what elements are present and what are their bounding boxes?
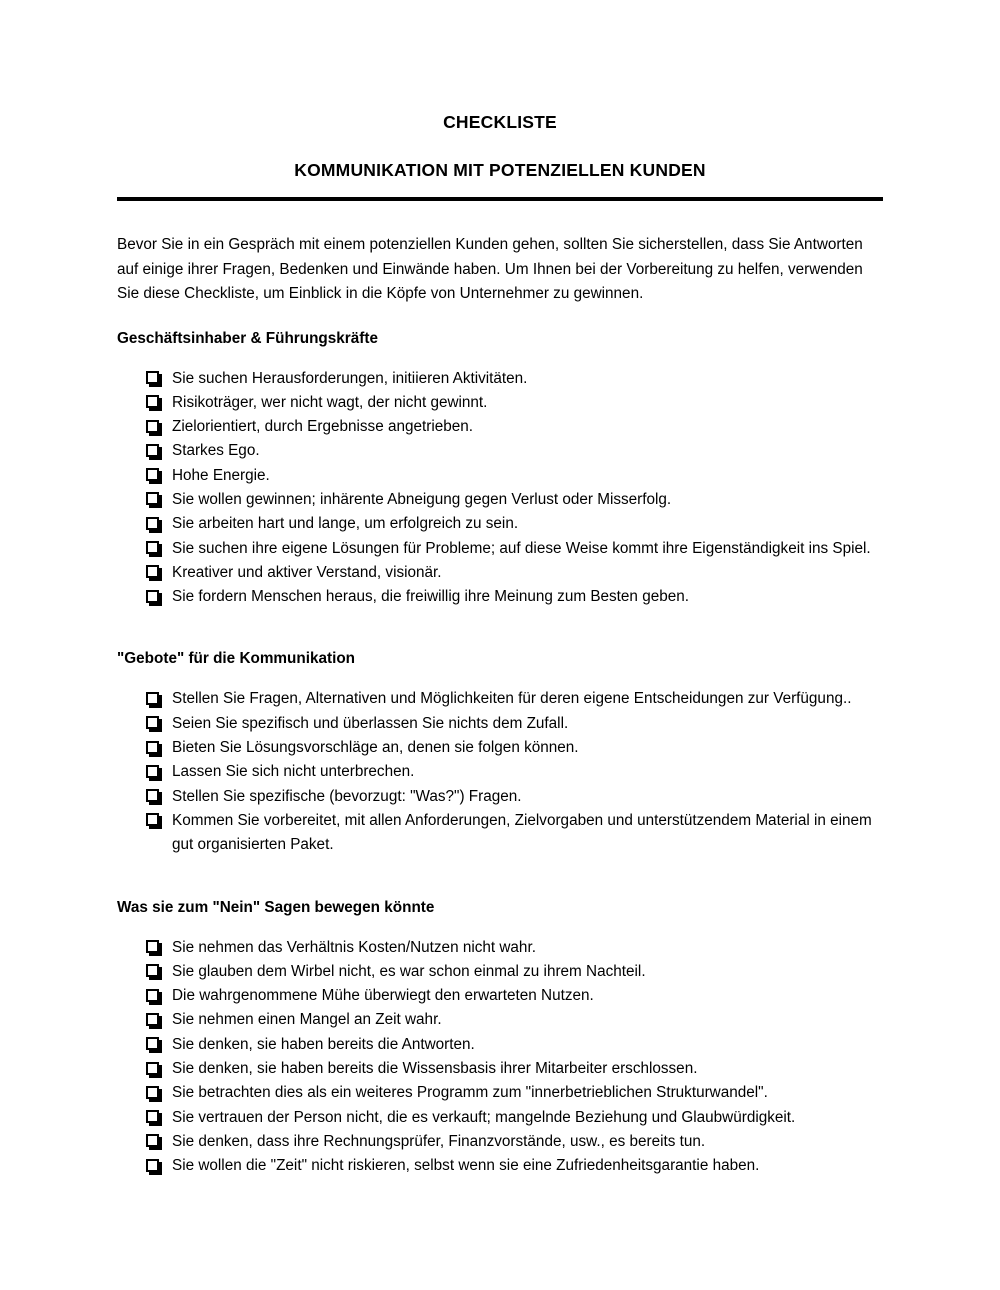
checklist-item-label: Sie arbeiten hart und lange, um erfolgreich zu sein. <box>172 515 519 533</box>
checklist-item-label: Sie wollen die "Zeit" nicht riskieren, selbst wenn sie eine Zufriedenheitsgarantie haben. <box>172 1157 760 1175</box>
checklist-item-label: Kreativer und aktiver Verstand, visionär. <box>172 563 442 581</box>
checklist-item-label: Stellen Sie Fragen, Alternativen und Möglichkeiten für deren eigene Entscheidungen zur Verfügung.. <box>172 690 852 708</box>
checkbox-icon[interactable] <box>146 1110 159 1123</box>
checklist-item-label: Sie nehmen das Verhältnis Kosten/Nutzen nicht wahr. <box>172 938 536 956</box>
checklist-item[interactable] <box>117 1008 883 1032</box>
checkbox-icon[interactable] <box>146 395 159 408</box>
section-communication-rules <box>117 649 883 857</box>
page-title: CHECKLISTE <box>443 112 557 132</box>
checklist-communication-rules <box>117 669 883 857</box>
page-subtitle: KOMMUNIKATION MIT POTENZIELLEN KUNDEN <box>294 160 706 180</box>
checklist-item-label: Hohe Energie. <box>172 466 270 484</box>
checklist-item[interactable] <box>117 585 883 609</box>
intro-paragraph: Bevor Sie in ein Gespräch mit einem potenziellen Kunden gehen, sollten Sie sicherstellen, dass Sie Antworten auf einige ihrer Fragen, Bedenken und Einwände haben. Um Ihnen bei der Vorbereitung zu helfen, verwenden Sie diese Checkliste, um Einblick in die Köpfe von Unternehmer zu gewinnen. <box>117 236 863 302</box>
checklist-item-label: Seien Sie spezifisch und überlassen Sie nichts dem Zufall. <box>172 714 569 732</box>
checklist-objections <box>117 918 883 1179</box>
checklist-item[interactable] <box>117 391 883 415</box>
checkbox-icon[interactable] <box>146 1134 159 1147</box>
checklist-item-label: Sie betrachten dies als ein weiteres Programm zum "innerbetrieblichen Strukturwandel". <box>172 1084 768 1102</box>
checklist-item-label: Starkes Ego. <box>172 442 260 460</box>
checklist-item-label: Sie denken, sie haben bereits die Wissensbasis ihrer Mitarbeiter erschlossen. <box>172 1060 698 1078</box>
checklist-item-label: Sie glauben dem Wirbel nicht, es war schon einmal zu ihrem Nachteil. <box>172 962 646 980</box>
checklist-item[interactable] <box>117 760 883 784</box>
checklist-item-label: Sie denken, dass ihre Rechnungsprüfer, Finanzvorstände, usw., es bereits tun. <box>172 1132 706 1150</box>
checkbox-icon[interactable] <box>146 517 159 530</box>
checklist-item[interactable] <box>117 488 883 512</box>
checklist-item[interactable] <box>117 561 883 585</box>
section-heading: Was sie zum "Nein" Sagen bewegen könnte <box>117 898 435 916</box>
checkbox-icon[interactable] <box>146 468 159 481</box>
checklist-item[interactable] <box>117 736 883 760</box>
checkbox-icon[interactable] <box>146 692 159 705</box>
checklist-item[interactable] <box>117 1106 883 1130</box>
checklist-item[interactable] <box>117 439 883 463</box>
checklist-item[interactable] <box>117 687 883 711</box>
checklist-item-label: Die wahrgenommene Mühe überwiegt den erwarteten Nutzen. <box>172 987 594 1005</box>
section-heading: Geschäftsinhaber & Führungskräfte <box>117 329 378 347</box>
checkbox-icon[interactable] <box>146 1037 159 1050</box>
checklist-item[interactable] <box>117 1154 883 1178</box>
section-objections <box>117 898 883 1179</box>
checklist-item-label: Sie suchen ihre eigene Lösungen für Probleme; auf diese Weise kommt ihre Eigenständigkeit ins Spiel. <box>172 539 871 557</box>
checklist-item[interactable] <box>117 512 883 536</box>
checklist-item[interactable] <box>117 936 883 960</box>
checklist-item[interactable] <box>117 1033 883 1057</box>
checklist-item-label: Risikoträger, wer nicht wagt, der nicht gewinnt. <box>172 393 488 411</box>
checklist-item[interactable] <box>117 415 883 439</box>
section-business-owners <box>117 329 883 610</box>
checklist-item-label: Sie vertrauen der Person nicht, die es verkauft; mangelnde Beziehung und Glaubwürdigkeit. <box>172 1108 796 1126</box>
document-content <box>117 0 883 1179</box>
checklist-business-owners <box>117 349 883 610</box>
checkbox-icon[interactable] <box>146 420 159 433</box>
checklist-item-label: Sie nehmen einen Mangel an Zeit wahr. <box>172 1011 442 1029</box>
checklist-item-label: Zielorientiert, durch Ergebnisse angetrieben. <box>172 418 474 436</box>
checklist-item[interactable] <box>117 367 883 391</box>
checkbox-icon[interactable] <box>146 590 159 603</box>
checkbox-icon[interactable] <box>146 765 159 778</box>
section-heading: "Gebote" für die Kommunikation <box>117 650 356 668</box>
checklist-item-label: Sie wollen gewinnen; inhärente Abneigung gegen Verlust oder Misserfolg. <box>172 490 672 508</box>
checklist-item[interactable] <box>117 1081 883 1105</box>
checklist-item-label: Bieten Sie Lösungsvorschläge an, denen sie folgen können. <box>172 739 579 757</box>
checklist-item[interactable] <box>117 984 883 1008</box>
checkbox-icon[interactable] <box>146 1159 159 1172</box>
checkbox-icon[interactable] <box>146 940 159 953</box>
checklist-item[interactable] <box>117 809 883 858</box>
checklist-item-label: Sie suchen Herausforderungen, initiieren Aktivitäten. <box>172 369 528 387</box>
checkbox-icon[interactable] <box>146 1062 159 1075</box>
checkbox-icon[interactable] <box>146 444 159 457</box>
checklist-item[interactable] <box>117 464 883 488</box>
checkbox-icon[interactable] <box>146 964 159 977</box>
checklist-item[interactable] <box>117 1130 883 1154</box>
checkbox-icon[interactable] <box>146 989 159 1002</box>
checkbox-icon[interactable] <box>146 813 159 826</box>
checkbox-icon[interactable] <box>146 565 159 578</box>
checklist-item-label: Sie fordern Menschen heraus, die freiwillig ihre Meinung zum Besten geben. <box>172 588 689 606</box>
checklist-item[interactable] <box>117 712 883 736</box>
checklist-item-label: Stellen Sie spezifische (bevorzugt: "Was?") Fragen. <box>172 787 522 805</box>
checklist-item[interactable] <box>117 785 883 809</box>
checklist-item[interactable] <box>117 960 883 984</box>
checkbox-icon[interactable] <box>146 541 159 554</box>
checklist-item-label: Kommen Sie vorbereitet, mit allen Anforderungen, Zielvorgaben und unterstützendem Material in einem gut organisierten Paket. <box>172 811 872 854</box>
checkbox-icon[interactable] <box>146 789 159 802</box>
checklist-item[interactable] <box>117 537 883 561</box>
checkbox-icon[interactable] <box>146 716 159 729</box>
checkbox-icon[interactable] <box>146 371 159 384</box>
checklist-item-label: Lassen Sie sich nicht unterbrechen. <box>172 763 415 781</box>
checkbox-icon[interactable] <box>146 492 159 505</box>
checklist-item[interactable] <box>117 1057 883 1081</box>
checklist-item-label: Sie denken, sie haben bereits die Antworten. <box>172 1035 475 1053</box>
checkbox-icon[interactable] <box>146 1086 159 1099</box>
checkbox-icon[interactable] <box>146 1013 159 1026</box>
checkbox-icon[interactable] <box>146 741 159 754</box>
